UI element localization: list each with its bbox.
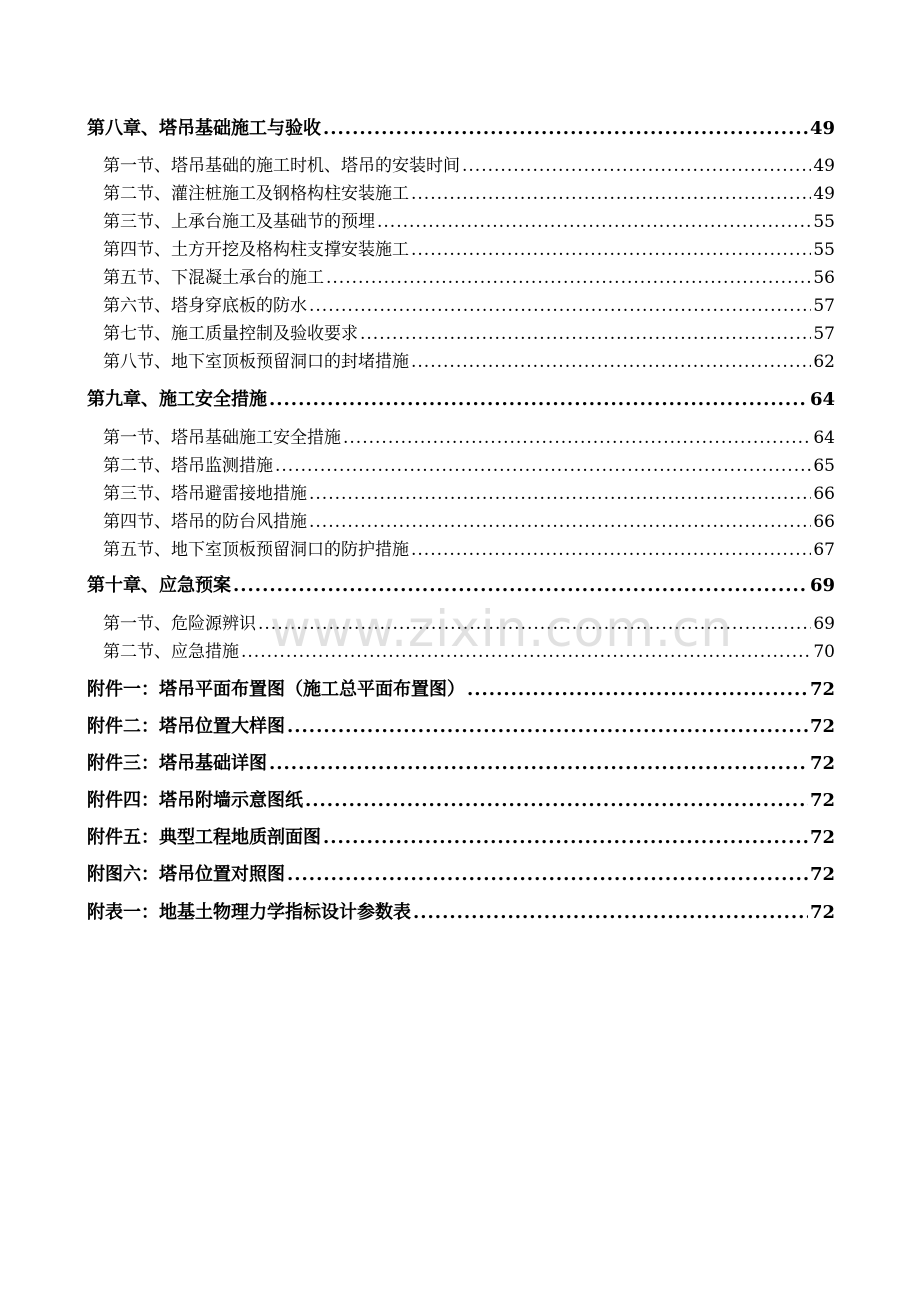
toc-entry-page: 57 (813, 324, 835, 343)
toc-entry-page: 66 (813, 512, 835, 531)
dot-leader (305, 790, 808, 811)
toc-entry-title: 第二节、塔吊监测措施 (103, 456, 273, 475)
toc-entry-page: 67 (813, 540, 835, 559)
toc-entry[interactable] (87, 114, 835, 140)
dot-leader (323, 118, 808, 139)
toc-entry-page: 69 (809, 575, 835, 596)
toc-entry-title: 附件五：典型工程地质剖面图 (87, 827, 321, 848)
dot-leader (275, 456, 811, 475)
toc-entry-title: 附件三：塔吊基础详图 (87, 753, 267, 774)
dot-leader (411, 184, 811, 203)
toc-entry[interactable] (87, 898, 835, 924)
toc-entry-title: 第二节、灌注桩施工及钢格构柱安装施工 (103, 184, 409, 203)
toc-entry-page: 55 (813, 240, 835, 259)
toc-entry-title: 第五节、下混凝土承台的施工 (103, 268, 324, 287)
toc-entry[interactable] (87, 675, 835, 701)
toc-entry-page: 72 (809, 790, 835, 811)
toc-entry-title: 附表一：地基土物理力学指标设计参数表 (87, 902, 411, 923)
toc-entry[interactable] (87, 860, 835, 886)
toc-entry-page: 55 (813, 212, 835, 231)
toc-entry[interactable] (103, 507, 835, 531)
toc-entry-title: 第五节、地下室顶板预留洞口的防护措施 (103, 540, 409, 559)
toc-entry-title: 第一节、塔吊基础的施工时机、塔吊的安装时间 (103, 156, 460, 175)
toc-entry[interactable] (103, 235, 835, 259)
toc-entry[interactable] (87, 712, 835, 738)
dot-leader (309, 512, 811, 531)
dot-leader (309, 296, 811, 315)
dot-leader (377, 212, 811, 231)
toc-entry-title: 第八节、地下室顶板预留洞口的封堵措施 (103, 352, 409, 371)
dot-leader (411, 352, 811, 371)
dot-leader (287, 716, 808, 737)
dot-leader (287, 864, 808, 885)
toc-entry[interactable] (103, 347, 835, 371)
toc-entry[interactable] (87, 786, 835, 812)
dot-leader (413, 902, 808, 923)
toc-entry-page: 49 (813, 156, 835, 175)
toc-entry[interactable] (103, 263, 835, 287)
toc-entry-title: 第四节、塔吊的防台风措施 (103, 512, 307, 531)
toc-entry-page: 64 (809, 389, 835, 410)
toc-entry[interactable] (103, 423, 835, 447)
toc-entry-title: 第九章、施工安全措施 (87, 389, 267, 410)
toc-entry-page: 62 (813, 352, 835, 371)
toc-entry[interactable] (103, 179, 835, 203)
toc-entry[interactable] (103, 319, 835, 343)
dot-leader (360, 324, 811, 343)
dot-leader (323, 827, 808, 848)
toc-entry-page: 49 (809, 118, 835, 139)
toc-entry-page: 66 (813, 484, 835, 503)
toc-entry[interactable] (87, 823, 835, 849)
toc-entry-title: 附件四：塔吊附墙示意图纸 (87, 790, 303, 811)
toc-entry-page: 57 (813, 296, 835, 315)
toc-entry-page: 69 (813, 614, 835, 633)
toc-entry-title: 附件一：塔吊平面布置图（施工总平面布置图） (87, 679, 465, 700)
toc-entry-page: 65 (813, 456, 835, 475)
dot-leader (269, 753, 808, 774)
toc-entry-title: 第一节、危险源辨识 (103, 614, 256, 633)
dot-leader (462, 156, 811, 175)
toc-entry-page: 64 (813, 428, 835, 447)
toc-entry-title: 第八章、塔吊基础施工与验收 (87, 118, 321, 139)
toc-entry[interactable] (87, 571, 835, 597)
toc-entry-title: 第一节、塔吊基础施工安全措施 (103, 428, 341, 447)
toc-entry-page: 72 (809, 864, 835, 885)
toc-entry-title: 第六节、塔身穿底板的防水 (103, 296, 307, 315)
toc-entry[interactable] (103, 535, 835, 559)
toc-entry-title: 第三节、塔吊避雷接地措施 (103, 484, 307, 503)
dot-leader (309, 484, 811, 503)
toc-entry-page: 72 (809, 902, 835, 923)
toc-entry-page: 72 (809, 679, 835, 700)
toc-entry-title: 附件二：塔吊位置大样图 (87, 716, 285, 737)
toc-entry[interactable] (103, 207, 835, 231)
toc-entry-page: 49 (813, 184, 835, 203)
toc-entry[interactable] (103, 451, 835, 475)
toc-entry-page: 72 (809, 716, 835, 737)
dot-leader (411, 540, 811, 559)
toc-entry-page: 72 (809, 753, 835, 774)
toc-entry-title: 第十章、应急预案 (87, 575, 231, 596)
toc-entry[interactable] (103, 151, 835, 175)
toc-entry-title: 第七节、施工质量控制及验收要求 (103, 324, 358, 343)
toc-entry[interactable] (103, 291, 835, 315)
dot-leader (467, 679, 808, 700)
toc-entry-page: 70 (813, 642, 835, 661)
toc-entry-title: 第四节、土方开挖及格构柱支撑安装施工 (103, 240, 409, 259)
toc-entry[interactable] (87, 749, 835, 775)
dot-leader (233, 575, 808, 596)
dot-leader (326, 268, 811, 287)
toc-entry[interactable] (103, 479, 835, 503)
toc-entry-page: 72 (809, 827, 835, 848)
watermark: www.zixin.com.cn (270, 600, 734, 658)
toc-entry-page: 56 (813, 268, 835, 287)
toc-entry-title: 第三节、上承台施工及基础节的预埋 (103, 212, 375, 231)
toc-entry-title: 第二节、应急措施 (103, 642, 239, 661)
dot-leader (411, 240, 811, 259)
dot-leader (343, 428, 811, 447)
dot-leader (269, 389, 808, 410)
toc-entry[interactable] (87, 385, 835, 411)
toc-entry-title: 附图六：塔吊位置对照图 (87, 864, 285, 885)
